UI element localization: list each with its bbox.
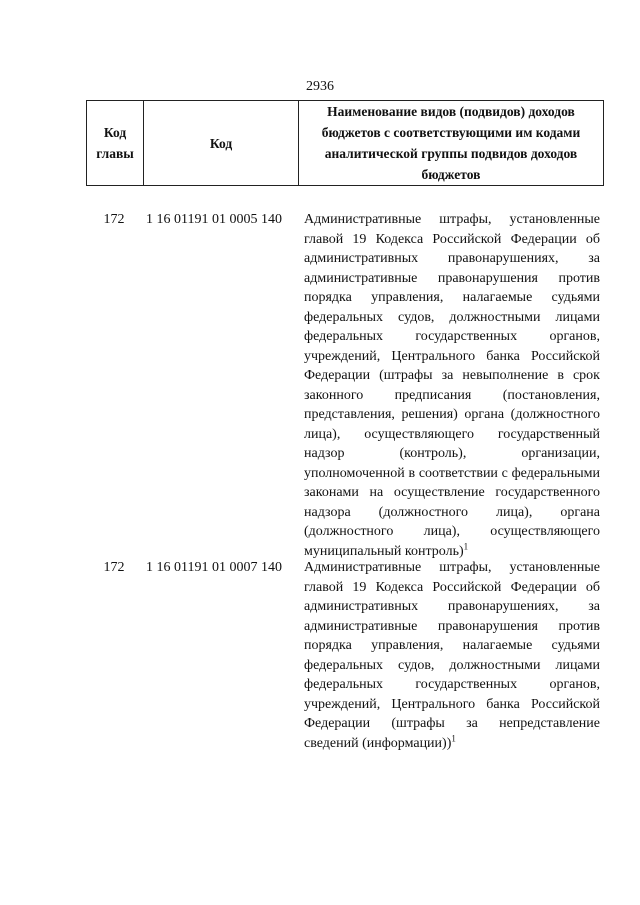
footnote-mark: 1 <box>463 540 469 551</box>
row-chapter-code: 172 <box>103 560 125 575</box>
header-chapter-code <box>87 101 144 186</box>
row-chapter-code: 172 <box>103 212 125 227</box>
page-number: 2936 <box>306 79 334 94</box>
row-name-text: Административные штрафы, установленные главой 19 Кодекса Российской Федерации об административных правонарушениях, за административные правонарушения против порядка управления, налагаемые судьями федеральных судов, должностными лицами федеральных государственных органов, учреждений, Центрального банка Российской Федерации (штрафы за непредставление сведений (информации)) <box>304 560 600 751</box>
header-name-label: Наименование видов (подвидов) доходов бюджетов с соответствующими им кодами аналитической группы подвидов доходов бюджетов <box>321 104 581 182</box>
header-name <box>299 101 604 186</box>
row-name <box>304 210 600 561</box>
footnote-mark: 1 <box>451 732 456 743</box>
header-code-label: Код <box>209 135 233 151</box>
row-name <box>304 558 600 753</box>
header-chapter-code-label: Код главы <box>96 125 134 161</box>
row-code: 1 16 01191 01 0005 140 <box>146 212 282 227</box>
row-name-text: Административные штрафы, установленные главой 19 Кодекса Российской Федерации об административных правонарушениях, за административные правонарушения против порядка управления, налагаемые судьями федеральных судов, должностными лицами федеральных государственных органов, учреждений, Центрального банка Российской Федерации (штрафы за невыполнение в срок законного предписания (постановления, представления, решения) органа (должностного лица), осуществляющего государственный надзор (контроль), организации, уполномоченной в соответствии с федеральными законами на осуществление государственного надзора (должностного лица), органа (должностного лица), осуществляющего муниципальный контроль) <box>304 212 600 559</box>
row-code: 1 16 01191 01 0007 140 <box>146 560 282 575</box>
table-header <box>86 100 604 186</box>
header-code <box>144 101 299 186</box>
